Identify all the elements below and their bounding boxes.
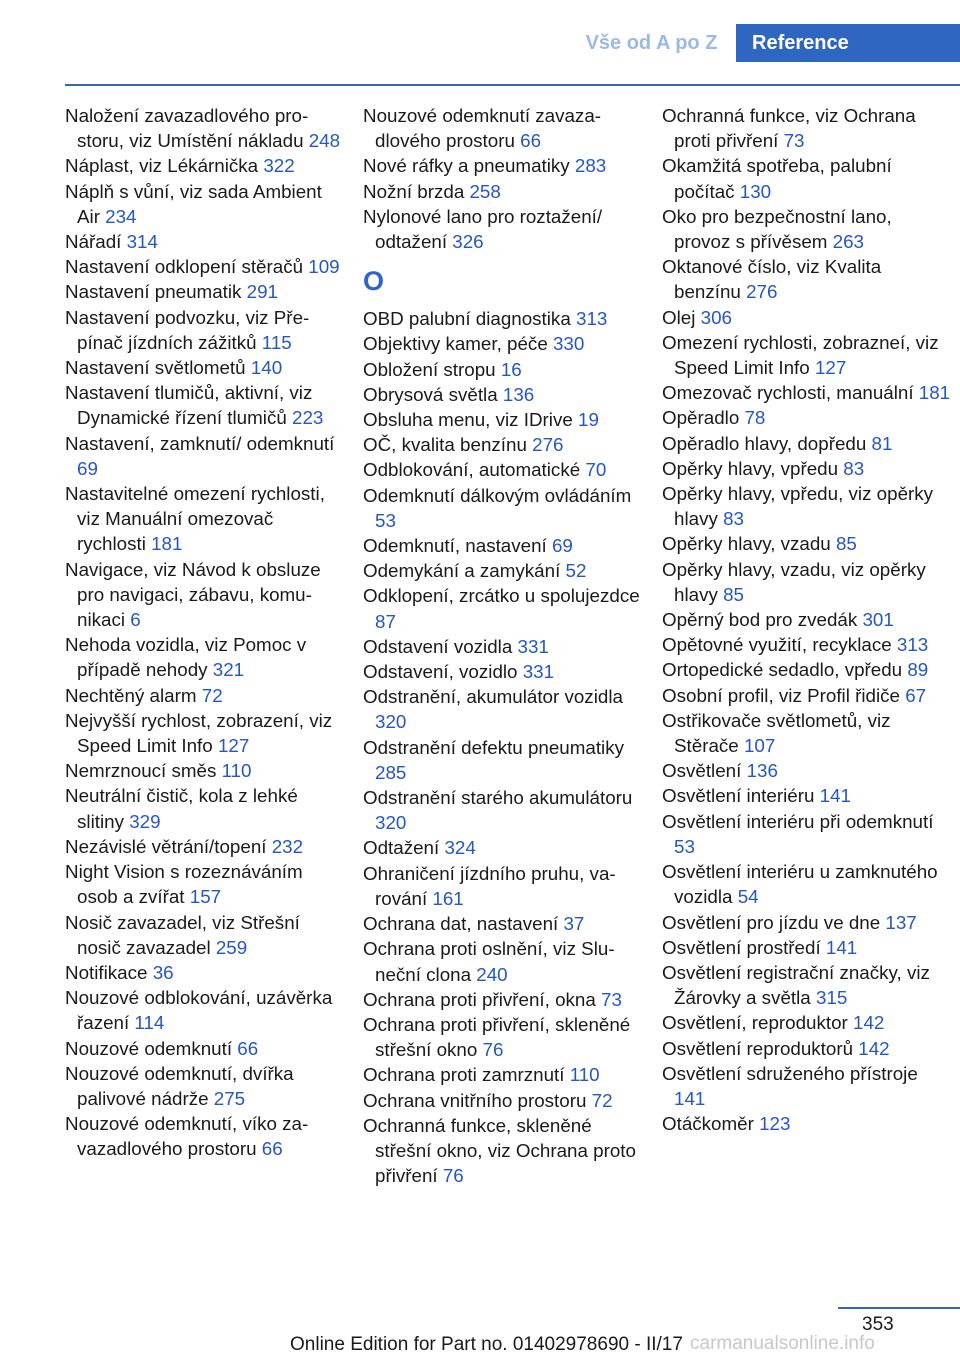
entry-term: Nouzové odemknutí [65, 1037, 238, 1059]
index-entry [363, 103, 643, 153]
entry-page-link[interactable]: 326 [452, 231, 484, 253]
entry-page-link[interactable]: 320 [375, 812, 407, 834]
entry-term: Opěrky hlavy, vpředu [662, 457, 844, 479]
index-entry [662, 456, 952, 481]
index-entry [65, 431, 345, 481]
entry-page-link[interactable]: 66 [520, 130, 542, 152]
entry-term: Nastavení tlumičů, aktivní, viz Dynamické řízení tlumičů [65, 382, 313, 429]
index-entry [363, 735, 643, 785]
entry-term: Ochrana proti oslnění, viz Sluneční clona [363, 938, 615, 985]
entry-page-link[interactable]: 142 [853, 1012, 885, 1034]
entry-page-link[interactable]: 313 [576, 308, 608, 330]
entry-term: Nastavení podvozku, viz Přepínač jízdních zážitků [65, 306, 310, 353]
entry-term: Oktanové číslo, viz Kvalita benzínu [662, 256, 882, 303]
entry-page-link[interactable]: 263 [832, 231, 864, 253]
entry-term: Nové ráfky a pneumatiky [363, 155, 575, 177]
entry-page-link[interactable]: 36 [152, 961, 174, 983]
index-entry [65, 1111, 345, 1161]
entry-term: Osvětlení registrační značky, viz Žárovky a světla [662, 961, 930, 1009]
entry-term: Ochranná funkce, skleněné střešní okno, viz Ochrana proto přivření [363, 1114, 636, 1187]
index-entry [65, 960, 345, 985]
index-entry [363, 558, 643, 583]
entry-page-link[interactable]: 137 [885, 911, 917, 933]
entry-page-link[interactable]: 76 [442, 1165, 464, 1187]
index-entry [65, 153, 345, 178]
entry-page-link[interactable]: 19 [578, 409, 599, 431]
entry-page-link[interactable]: 321 [212, 659, 245, 681]
entry-page-link[interactable]: 127 [217, 735, 250, 757]
entry-term: Olej [662, 306, 701, 328]
entry-term: Nastavitelné omezení rychlosti, viz Manuální omezovač rychlosti [65, 483, 325, 555]
index-entry [65, 834, 345, 859]
entry-term: Otáčkoměr [662, 1113, 760, 1135]
entry-page-link[interactable]: 85 [835, 533, 857, 555]
index-entry [363, 533, 643, 558]
entry-page-link[interactable]: 276 [746, 281, 778, 303]
entry-term: Ochrana proti přivření, skleněné střešní okno [363, 1013, 631, 1061]
index-entry [662, 305, 952, 330]
entry-term: Oko pro bezpečnostní lano, provoz s přívěsem [662, 205, 892, 253]
entry-term: Osvětlení interiéru [662, 785, 820, 807]
entry-term: Opěradlo hlavy, dopředu [662, 432, 872, 454]
entry-term: Navigace, viz Návod k obsluze pro navigaci, zábavu, komunikaci [65, 558, 321, 631]
entry-term: Osvětlení interiéru při odemknutí [662, 810, 934, 832]
index-entry [662, 935, 952, 960]
index-entry [65, 859, 345, 909]
entry-term: OČ, kvalita benzínu [363, 434, 533, 456]
index-entry [363, 1088, 643, 1113]
entry-page-link[interactable]: 181 [918, 382, 951, 404]
entry-page-link[interactable]: 127 [814, 357, 847, 379]
index-entry [662, 960, 952, 1010]
index-entry [662, 254, 952, 304]
section-tab[interactable]: Vše od A po Z [585, 31, 718, 54]
entry-page-link[interactable]: 73 [783, 130, 805, 152]
index-entry [363, 835, 643, 860]
section-letter: O [363, 266, 385, 297]
entry-page-link[interactable]: 248 [308, 130, 341, 152]
entry-page-link[interactable]: 72 [201, 684, 223, 706]
entry-term: Nastavení, zamknutí/ odemknutí [65, 432, 335, 454]
index-entry [363, 1062, 643, 1087]
index-entry [662, 431, 952, 456]
index-entry [65, 179, 345, 229]
entry-term: Osvětlení reproduktorů [662, 1037, 859, 1059]
index-entry [65, 254, 345, 279]
index-entry [65, 380, 345, 430]
index-entry [65, 355, 345, 380]
entry-term: Opěrky hlavy, vzadu, viz opěrky hlavy [662, 558, 926, 605]
entry-term: Nouzové odemknutí, víko zavazadlového prostoru [65, 1113, 309, 1160]
watermark: carmanualsonline.info [690, 1333, 875, 1354]
index-entry [662, 708, 952, 758]
entry-term: Notifikace [65, 961, 153, 983]
index-entry [662, 481, 952, 531]
entry-page-link[interactable]: 285 [375, 761, 407, 783]
entry-page-link[interactable]: 161 [432, 887, 464, 909]
entry-term: Nehoda vozidla, viz Pomoc v případě nehody [65, 634, 307, 681]
entry-term: OBD palubní diagnostika [363, 308, 576, 330]
entry-term: Osvětlení [662, 760, 747, 782]
index-entry [363, 684, 643, 734]
index-entry [662, 783, 952, 808]
entry-term: Obsluha menu, viz IDrive [363, 409, 579, 431]
entry-term: Opěradlo [662, 407, 745, 429]
index-entry [363, 432, 643, 457]
entry-term: Opěrky hlavy, vzadu [662, 533, 836, 555]
entry-page-link[interactable]: 66 [237, 1037, 259, 1059]
index-entry [662, 910, 952, 935]
entry-page-link[interactable]: 52 [565, 560, 587, 582]
entry-term: Odtažení [363, 837, 445, 859]
entry-term: Osvětlení pro jízdu ve dne [662, 911, 886, 933]
entry-page-link[interactable]: 123 [759, 1113, 791, 1135]
entry-page-link[interactable]: 240 [476, 963, 508, 985]
index-column-2 [363, 103, 643, 1188]
entry-page-link[interactable]: 314 [126, 231, 158, 253]
entry-term: Nosič zavazadel, viz Střešní nosič zavazadel [65, 911, 300, 958]
index-entry [363, 987, 643, 1012]
entry-term: Ostřikovače světlometů, viz Stěrače [662, 709, 891, 757]
index-entry [65, 708, 345, 758]
entry-page-link[interactable]: 69 [77, 457, 98, 479]
index-entry [363, 483, 643, 533]
entry-term: Odstranění, akumulátor vozidla [363, 686, 623, 708]
index-entry [662, 657, 952, 682]
entry-page-link[interactable]: 315 [815, 987, 848, 1009]
entry-page-link[interactable]: 114 [134, 1012, 165, 1034]
entry-term: Omezení rychlosti, zobrazneí, viz Speed Limit Info [662, 331, 939, 379]
entry-term: Nastavení pneumatik [65, 281, 247, 303]
entry-page-link[interactable]: 89 [907, 659, 929, 681]
index-entry [363, 861, 643, 911]
entry-page-link[interactable]: 330 [552, 333, 585, 355]
entry-page-link[interactable]: 136 [746, 760, 778, 782]
entry-page-link[interactable]: 83 [723, 508, 744, 530]
index-entry [363, 659, 643, 684]
entry-term: Nezávislé větrání/topení [65, 835, 272, 857]
index-entry [363, 457, 643, 482]
entry-term: Ochrana proti zamrznutí [363, 1064, 570, 1086]
index-entry [662, 204, 952, 254]
entry-page-link[interactable]: 301 [862, 609, 894, 631]
entry-page-link[interactable]: 53 [375, 509, 396, 531]
index-entry [65, 103, 345, 153]
entry-page-link[interactable]: 142 [858, 1037, 890, 1059]
entry-term: Odstavení vozidla [363, 635, 518, 657]
entry-term: Opěrky hlavy, vpředu, viz opěrky hlavy [662, 483, 934, 530]
entry-page-link[interactable]: 76 [482, 1039, 504, 1061]
index-entry [65, 683, 345, 708]
entry-page-link[interactable]: 157 [189, 886, 222, 908]
entry-term: Nechtěný alarm [65, 684, 202, 706]
entry-term: Ochrana proti přivření, okna [363, 988, 602, 1010]
entry-term: Night Vision s rozeznáváním osob a zvířat [65, 861, 303, 908]
entry-page-link[interactable]: 329 [129, 810, 161, 832]
entry-term: Nožní brzda [363, 180, 470, 202]
entry-page-link[interactable]: 67 [905, 684, 927, 706]
entry-page-link[interactable]: 331 [517, 635, 549, 657]
entry-term: Nemrznoucí směs [65, 760, 222, 782]
entry-page-link[interactable]: 110 [221, 760, 252, 782]
entry-page-link[interactable]: 331 [522, 661, 555, 683]
index-entry [363, 936, 643, 986]
entry-term: Ortopedické sedadlo, vpředu [662, 659, 908, 681]
entry-term: Odemknutí dálkovým ovládáním [363, 484, 632, 506]
entry-term: Nouzové odblokování, uzávěrka řazení [65, 987, 333, 1034]
entry-term: Odemknutí, nastavení [363, 535, 552, 557]
entry-term: Nouzové odemknutí zavazadlového prostoru [363, 105, 602, 152]
entry-term: Ochranná funkce, viz Ochrana proti přivření [662, 105, 916, 152]
entry-page-link[interactable]: 258 [469, 180, 501, 202]
entry-term: Ochrana dat, nastavení [363, 913, 564, 935]
entry-page-link[interactable]: 324 [444, 837, 476, 859]
entry-page-link[interactable]: 115 [261, 331, 292, 353]
index-entry [363, 911, 643, 936]
entry-page-link[interactable]: 107 [743, 735, 776, 757]
index-entry [65, 1061, 345, 1111]
index-entry [662, 1061, 952, 1111]
index-entry [65, 910, 345, 960]
entry-page-link[interactable]: 85 [723, 583, 744, 605]
entry-term: Osvětlení prostředí [662, 936, 826, 958]
entry-term: Náplň s vůní, viz sada Ambient Air [65, 180, 322, 227]
index-entry [662, 531, 952, 556]
header-rule [65, 84, 960, 86]
entry-term: Osvětlení interiéru u zamknutého vozidla [662, 861, 938, 908]
entry-page-link[interactable]: 69 [551, 535, 573, 557]
index-entry [662, 330, 952, 380]
index-column-3 [662, 103, 952, 1136]
index-entry [662, 1036, 952, 1061]
index-entry [65, 985, 345, 1035]
index-entry [662, 1111, 952, 1136]
entry-page-link[interactable]: 53 [674, 835, 695, 857]
entry-page-link[interactable]: 291 [246, 281, 278, 303]
index-entry [65, 632, 345, 682]
entry-term: Okamžitá spotřeba, palubní počítač [662, 155, 892, 202]
entry-term: Odstavení, vozidlo [363, 661, 523, 683]
index-entry [65, 783, 345, 833]
index-entry [363, 331, 643, 356]
entry-term: Nejvyšší rychlost, zobrazení, viz Speed Limit Info [65, 709, 333, 757]
index-entry [363, 382, 643, 407]
entry-term: Odstranění starého akumulátoru [363, 787, 633, 809]
index-entry [363, 204, 643, 254]
index-entry [662, 557, 952, 607]
page-number: 353 [862, 1314, 894, 1335]
index-entry [662, 153, 952, 203]
entry-page-link[interactable]: 110 [569, 1064, 600, 1086]
entry-page-link[interactable]: 6 [130, 609, 141, 631]
edition-note: Online Edition for Part no. 01402978690 - II/17 [290, 1334, 683, 1355]
entry-page-link[interactable]: 37 [563, 913, 585, 935]
index-entry [363, 785, 643, 835]
entry-term: Nastavení světlometů [65, 357, 251, 379]
entry-term: Odstranění defektu pneumatiky [363, 736, 625, 758]
entry-term: Nouzové odemknutí, dvířka palivové nádrže [65, 1062, 294, 1109]
entry-page-link[interactable]: 259 [215, 936, 248, 958]
entry-term: Objektivy kamer, péče [363, 333, 553, 355]
entry-term: Nastavení odklopení stěračů [65, 256, 309, 278]
entry-term: Obrysová světla [363, 383, 503, 405]
entry-term: Odklopení, zrcátko u spolujezdce [363, 585, 640, 607]
entry-page-link[interactable]: 232 [271, 835, 304, 857]
index-entry [65, 279, 345, 304]
entry-term: Osvětlení, reproduktor [662, 1012, 854, 1034]
entry-page-link[interactable]: 141 [825, 936, 858, 958]
entry-page-link[interactable]: 72 [591, 1089, 613, 1111]
entry-page-link[interactable]: 81 [871, 432, 893, 454]
index-entry [363, 179, 643, 204]
entry-page-link[interactable]: 320 [375, 711, 407, 733]
entry-page-link[interactable]: 276 [532, 434, 564, 456]
index-entry [65, 557, 345, 633]
page-header [0, 24, 960, 62]
entry-page-link[interactable]: 140 [250, 357, 283, 379]
entry-page-link[interactable]: 234 [105, 205, 137, 227]
index-entry [363, 583, 643, 633]
index-entry [662, 607, 952, 632]
entry-page-link[interactable]: 141 [819, 785, 851, 807]
index-entry [662, 632, 952, 657]
entry-page-link[interactable]: 54 [737, 886, 759, 908]
chapter-tab[interactable]: Reference [736, 24, 960, 62]
entry-term: Osvětlení sdruženého přístroje [662, 1062, 918, 1084]
entry-page-link[interactable]: 322 [263, 155, 295, 177]
entry-page-link[interactable]: 109 [308, 256, 340, 278]
index-entry [65, 481, 345, 557]
index-entry [363, 634, 643, 659]
index-entry [662, 405, 952, 430]
entry-page-link[interactable]: 306 [700, 306, 732, 328]
entry-page-link[interactable]: 313 [896, 634, 929, 656]
entry-term: Omezovač rychlosti, manuální [662, 382, 919, 404]
index-entry [662, 809, 952, 859]
entry-page-link[interactable]: 66 [261, 1138, 283, 1160]
index-entry [363, 1113, 643, 1189]
entry-page-link[interactable]: 275 [213, 1087, 246, 1109]
index-entry [65, 1036, 345, 1061]
index-entry [662, 758, 952, 783]
entry-page-link[interactable]: 70 [585, 459, 607, 481]
index-entry [65, 229, 345, 254]
entry-term: Opětovné využití, recyklace [662, 634, 897, 656]
entry-term: Ochrana vnitřního prostoru [363, 1089, 592, 1111]
index-entry [363, 407, 643, 432]
entry-term: Náplast, viz Lékárnička [65, 155, 264, 177]
entry-page-link[interactable]: 73 [601, 988, 622, 1010]
entry-term: Obložení stropu [363, 358, 501, 380]
entry-term: Odblokování, automatické [363, 459, 586, 481]
entry-page-link[interactable]: 141 [674, 1087, 706, 1109]
footer-rule [838, 1307, 960, 1309]
entry-page-link[interactable]: 136 [502, 383, 535, 405]
entry-term: Neutrální čistič, kola z lehké slitiny [65, 785, 298, 832]
entry-page-link[interactable]: 223 [292, 407, 324, 429]
entry-page-link[interactable]: 130 [739, 180, 772, 202]
entry-term: Nářadí [65, 231, 127, 253]
index-column-1 [65, 103, 345, 1162]
entry-page-link[interactable]: 181 [151, 533, 183, 555]
index-entry [363, 357, 643, 382]
index-entry [363, 1012, 643, 1062]
index-entry [662, 1010, 952, 1035]
entry-term: Osobní profil, viz Profil řidiče [662, 684, 906, 706]
index-entry [363, 153, 643, 178]
index-entry [363, 306, 643, 331]
index-entry [662, 380, 952, 405]
index-entry [662, 683, 952, 708]
entry-term: Nylonové lano pro roztažení/ odtažení [363, 205, 603, 253]
index-entry [662, 103, 952, 153]
entry-term: Opěrný bod pro zvedák [662, 609, 863, 631]
entry-page-link[interactable]: 16 [500, 358, 522, 380]
entry-term: Naložení zavazadlového prostoru, viz Umístění nákladu [65, 105, 309, 152]
index-entry [65, 758, 345, 783]
entry-term: Ohraničení jízdního pruhu, varování [363, 862, 616, 909]
entry-page-link[interactable]: 83 [843, 457, 865, 479]
entry-page-link[interactable]: 78 [744, 407, 766, 429]
index-entry [65, 305, 345, 355]
entry-page-link[interactable]: 87 [375, 610, 396, 632]
entry-page-link[interactable]: 283 [574, 155, 607, 177]
index-entry [662, 859, 952, 909]
entry-term: Odemykání a zamykání [363, 560, 566, 582]
